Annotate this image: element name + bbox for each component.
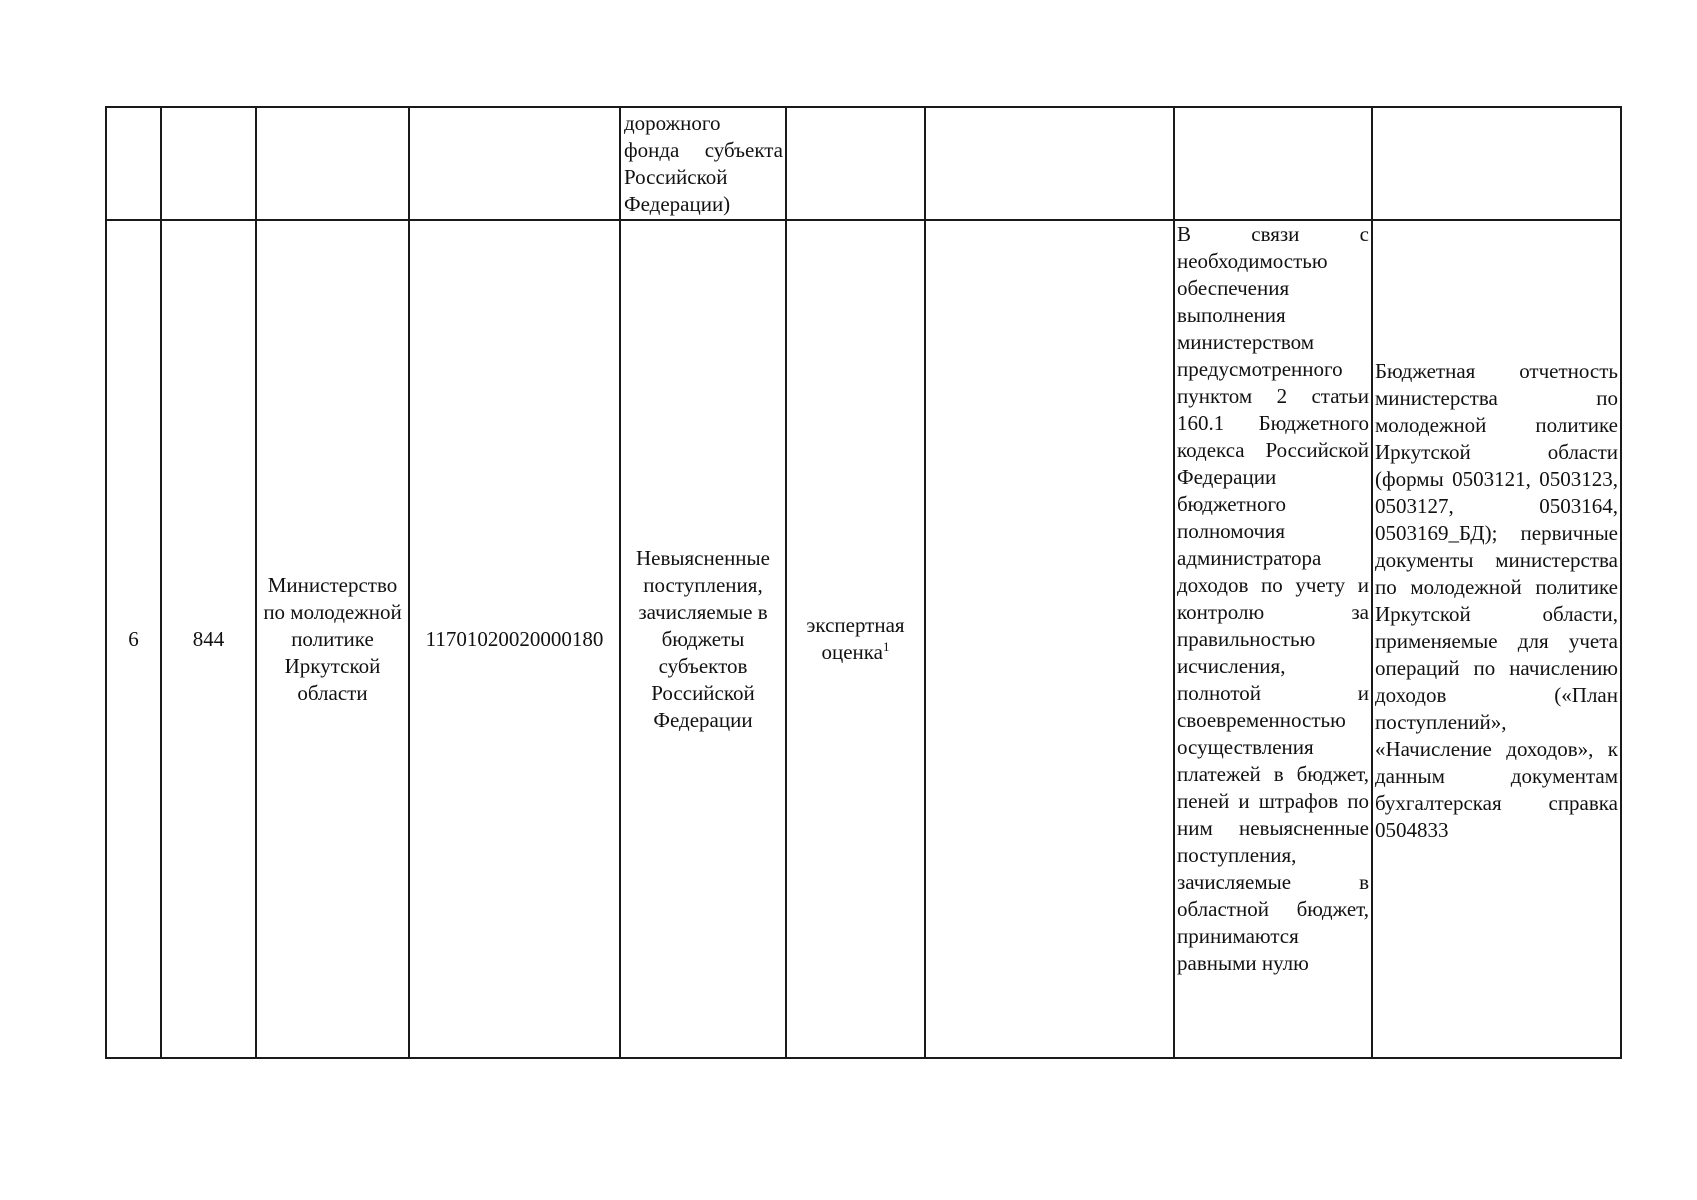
footnote-mark: 1 (883, 639, 890, 654)
cell-method-cont (786, 107, 925, 220)
cell-kbk-cont (409, 107, 620, 220)
table-row-continuation (106, 107, 1621, 220)
cell-docs-cont (1372, 107, 1621, 220)
forecast-method: экспертная оценка (806, 613, 905, 664)
row-index: 6 (128, 626, 139, 651)
cell-formula-cont (925, 107, 1174, 220)
source-documents-text: Бюджетная отчетность министерства по молодежной политике Иркутской области (формы 0503121, 0503123, 0503127, 0503164, 0503169_БД); первичные документы министерства по молодежной политике Иркутской области, применяемые для учета операций по начислению доходов («План поступлений», «Начисление доходов», к данным документам бухгалтерская справка 0504833 (1375, 359, 1618, 842)
revenue-name-cont-line: Российской (624, 165, 728, 189)
cell-justification (1174, 220, 1372, 1058)
cell-kbk (409, 220, 620, 1058)
cell-index (106, 220, 161, 1058)
table-row (106, 220, 1621, 1058)
cell-index-cont (106, 107, 161, 220)
cell-formula (925, 220, 1174, 1058)
cell-admin-code (161, 220, 256, 1058)
cell-code-cont (161, 107, 256, 220)
cell-administrator (256, 220, 409, 1058)
justification-text: В связи с необходимостью обеспечения выполнения министерством предусмотренного пунктом 2 статьи 160.1 Бюджетного кодекса Российской Федерации бюджетного полномочия администратора доходов по учету и контролю за правильностью исчисления, полнотой и своевременностью осуществления платежей в бюджет, пеней и штрафов по ним невыясненные поступления, зачисляемые в областной бюджет, принимаются равными нулю (1177, 222, 1369, 975)
kbk-code: 11701020020000180 (425, 626, 604, 651)
data-table (105, 106, 1622, 1059)
cell-revenue-name (620, 220, 786, 1058)
revenue-name: Невыясненные поступления, зачисляемые в бюджеты субъектов Российской Федерации (636, 545, 770, 732)
admin-code: 844 (192, 626, 225, 651)
cell-administrator-cont (256, 107, 409, 220)
cell-justification-cont (1174, 107, 1372, 220)
cell-revenue-name-cont (620, 107, 786, 220)
administrator-name: Министерство по молодежной политике Иркутской области (263, 572, 402, 705)
revenue-name-cont-line: фонда субъекта (624, 138, 783, 162)
revenue-name-cont-line: Федерации) (624, 192, 731, 216)
cell-method (786, 220, 925, 1058)
revenue-name-cont-line: дорожного (624, 111, 721, 135)
cell-source-documents (1372, 220, 1621, 1058)
